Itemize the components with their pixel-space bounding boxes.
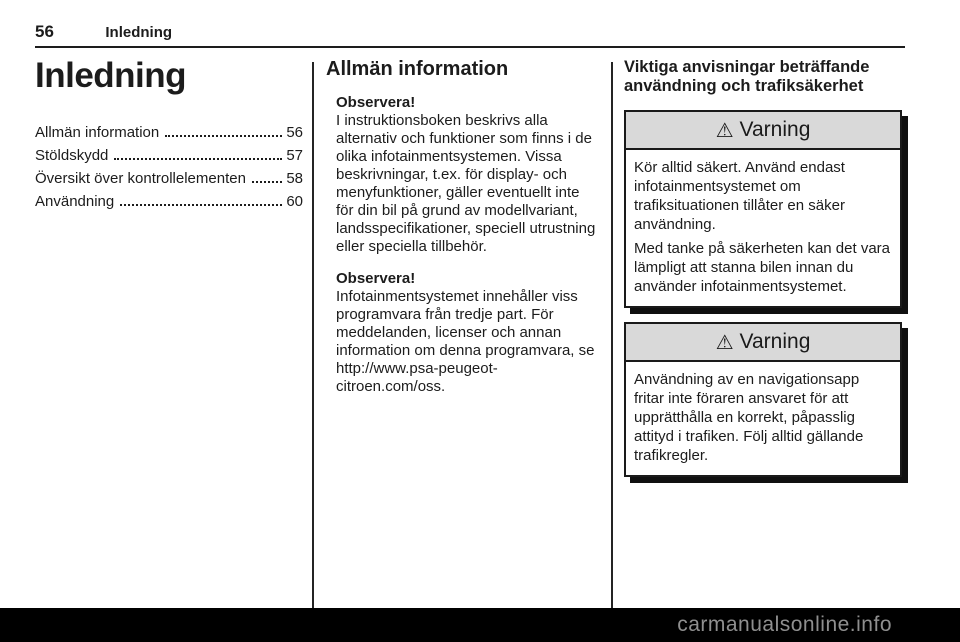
warning-triangle-icon: ⚠	[715, 118, 734, 142]
toc-dot-leader	[252, 181, 282, 183]
note-text: Infotainmentsystemet innehåller viss programvara från tredje part. För meddelanden, licenser och annan information om denna programvara, se http://www.psa-peugeot-citroen.com/oss.	[336, 288, 595, 395]
toc-entry-label: Stöldskydd	[35, 146, 109, 164]
warning-box-body	[626, 362, 900, 475]
site-watermark: carmanualsonline.info	[677, 613, 892, 636]
warning-box-body	[626, 150, 900, 306]
warnings-heading: Viktiga anvisningar beträffande användning och trafiksäkerhet	[624, 58, 870, 95]
middle-column	[326, 58, 598, 410]
warning-box	[624, 110, 902, 308]
toc-entry	[35, 194, 303, 209]
warning-box	[624, 322, 902, 477]
toc-entry-page: 58	[286, 169, 303, 187]
toc-entry-page: 56	[286, 123, 303, 141]
toc-entry-label: Allmän information	[35, 123, 160, 141]
toc-entry-page: 60	[286, 192, 303, 210]
toc-entry	[35, 125, 303, 140]
note-text: I instruktionsboken beskrivs alla alternativ och funktioner som finns i de olika infotainmentsystemen. Vissa beskrivningar, t.ex. för display- och menyfunktioner, gäller eventuellt inte för din bil på grund av modellvariant, landsspecifikationer, speciell utrustning eller speciella tillbehör.	[336, 112, 596, 255]
note-label: Observera!	[336, 94, 416, 111]
warning-paragraph: Med tanke på säkerheten kan det vara lämpligt att stanna bilen innan du använder infotainmentsystemet.	[634, 240, 890, 295]
right-column	[624, 58, 902, 491]
warning-paragraph: Kör alltid säkert. Använd endast infotainmentsystemet om trafiksituationen tillåter en säker användning.	[634, 159, 845, 233]
warning-triangle-icon: ⚠	[715, 330, 734, 354]
column-divider	[611, 62, 613, 610]
toc-entry-label: Översikt över kontrollelementen	[35, 169, 246, 187]
page-header	[35, 22, 905, 42]
table-of-contents	[35, 125, 303, 209]
toc-entry-label: Användning	[35, 192, 115, 210]
warning-title: Varning	[739, 330, 811, 353]
chapter-title: Inledning	[105, 24, 173, 41]
subsection-heading: Allmän information	[326, 58, 509, 80]
left-column	[35, 58, 303, 217]
toc-entry	[35, 148, 303, 163]
note-block	[336, 94, 598, 256]
warning-title: Varning	[739, 118, 811, 141]
toc-dot-leader	[165, 135, 282, 137]
note-block	[336, 270, 598, 396]
page-number: 56	[35, 22, 54, 41]
toc-dot-leader	[120, 204, 282, 206]
warning-box-header	[626, 112, 900, 150]
column-divider	[312, 62, 314, 610]
warning-paragraph: Användning av en navigationsapp fritar inte föraren ansvaret för att upprätthålla en korrekt, påpasslig attityd i trafiken. Följ alltid gällande trafikregler.	[634, 371, 864, 464]
warning-box-header	[626, 324, 900, 362]
toc-entry	[35, 171, 303, 186]
toc-entry-page: 57	[286, 146, 303, 164]
toc-dot-leader	[114, 158, 282, 160]
header-rule	[35, 46, 905, 48]
bottom-bar	[0, 608, 960, 642]
section-title: Inledning	[35, 56, 187, 95]
note-label: Observera!	[336, 270, 416, 287]
